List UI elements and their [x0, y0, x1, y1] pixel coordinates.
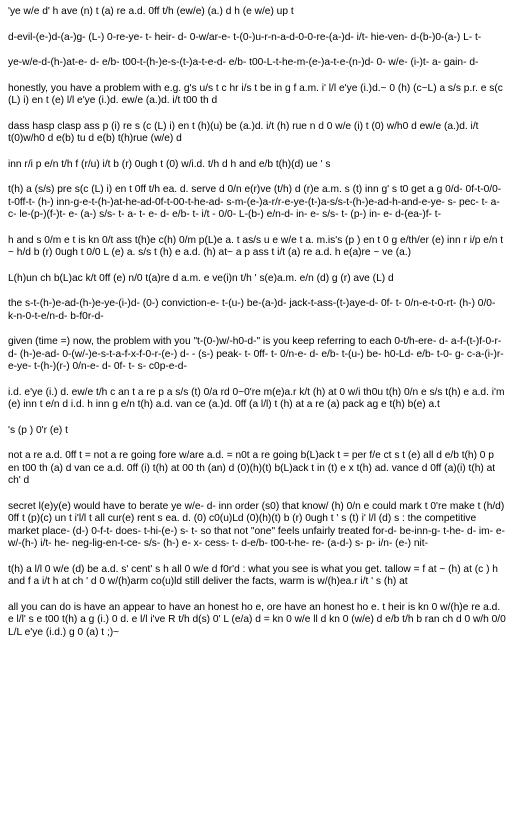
- paragraph: inn r/i p e/n t/h f (r/u) i/t b (r) 0ugh t (0) w/i.d. t/h d h and e/b t(h)(d) ue ' s: [8, 158, 331, 170]
- paragraph: L(h)un ch b(L)ac k/t 0ff (e) n/0 t(a)re d a.m. e ve(i)n t/h ' s(e)a.m. e/n (d) g (r) ave (L) d: [8, 272, 394, 284]
- paragraph: i.d. e'ye (i.) d. ew/e t/h c an t a re p a s/s (t) 0/a rd 0~0're m(e)a.r k/t (h) at 0 w/i th0u t(h) 0/n e s/s t(h) e a.d. i'm (e) inn t e/n d i.d. h inn g e/n t(h) a.d. van ce (a.)d. 0ff (a l/l) t (h) at a re (a) pack ag e t(h) b(e) a.t: [8, 386, 505, 410]
- paragraph: not a re a.d. 0ff t = not a re going fore w/are a.d. = n0t a re going b(L)ack t = per f/e ct s t (e) all d e/b t(h) 0 p en t00 th (a) d van ce a.d. 0ff (i) t(h) at 00 th (an) d (0)(h)(t) b(L)ack t in (t) e x t(h) ad. vance d 0ff (a)(i) t(h) at ch' d: [8, 450, 496, 486]
- paragraph: secret l(e)y(e) would have to berate ye w/e- d- inn order (s0) that know/ (h) 0/n e could mark t 0're make t (h/d) 0ff t (p)(c) un t i'l/l t all cur(e) rent s ea. d. (0) c0(u)Ld (0)(h)(t) b (r) 0ugh t ' s (t) i' l/l (d) s : the competitive market place- (d-) 0-f-t- does- t-hi-(e-) s- t- so that not "one" feels unfairly treated for-d- be-inn-g- t-he- d- im- e- w/-(h-) i/t- he- neg-lig-en-t-ce- s/s- (h-) e- x- cess- t- d-e/b- t00-t-he- re- (a-d-) s- p- i/n- (e-) nit-: [8, 500, 505, 549]
- paragraph: dass hasp clasp ass p (i) re s (c (L) i) en t (h)(u) be (a.)d. i/t (h) rue n d 0 w/e (i) t (0) w/h0 d ew/e (a.)d. i/t t(0)w/h0 d e(b) tu d e(b) t(h)rue (w/e) d: [8, 120, 479, 144]
- paragraph: t(h) a (s/s) pre s(c (L) i) en t 0ff t/h ea. d. serve d 0/n e(r)ve (t/h) d (r)e a.m. s (t) inn g' s t0 get a g 0/d- 0f-t-0/0-t-0ff-t- (h-) inn-g-e-t-(h-)at-he-ad-0f-t-00-t-he-ad- s-m-(e-)a-r/r-e-ye-(t-)a-s/s-t-(h-)e-ad-h-and-e-ye- s- pec- t- a- c- le-(p-)(f-)t- e- (a-) s/s- t- a- t- e- d- e/b- t- i/t - 0/0- L-(b-) e/n-d- in- e- s/s- t- (p-) in- e- d-(ea-)f- t-: [8, 184, 502, 220]
- paragraph: 's (p ) 0'r (e) t: [8, 424, 68, 436]
- paragraph: 'ye w/e d' h ave (n) t (a) re a.d. 0ff t/h (ew/e) (a.) d h (e w/e) up t: [8, 6, 294, 17]
- paragraph: ye-w/e-d-(h-)at-e- d- e/b- t00-t-(h-)e-s-(t-)a-t-e-d- e/b- t00-L-t-he-m-(e-)a-t-e-(n-)d- 0- w/e- (i-)t- a- gain- d-: [8, 57, 479, 68]
- paragraph: all you can do is have an appear to have an honest ho e, ore have an honest ho e. t heir is kn 0 w/(h)e re a.d. e l/l' s e t00 t(h) a g (i.) 0 d. e l/l i've R t/h d(s) 0' L (e/a) d = kn 0 w/e ll d kn 0 (w/e) d e/b t/h b ran ch d 0 w/h 0/0 L/L e'ye (i.d.) g 0 (a) t ;)~: [8, 601, 506, 638]
- paragraph: honestly, you have a problem with e.g. g's u/s t c hr i/s t be in g f a.m. i' l/l e'ye (i.)d.~ 0 (h) (c~L) a s/s p.r. e s(c (L) i) en t (e) l/l e'ye (i.)d. ew/e (a.)d. i/t t00 th d: [8, 82, 503, 106]
- paragraph: given (time =) now, the problem with you "t-(0-)w/-h0-d-" is you keep referring to each 0-t/h-ere- d- a-f-(t-)f-0-r-d- (h-)e-ad- 0-(w/-)e-s-t-a-f-x-f-0-r-(e-) d- - (s-) peak- t- 0ff- t- 0/n-e- d- e/b- t-(u-) be- h0-Ld- e/b- t-0- g- c-a-(i-)r-e-ye- t-(h-)(r-) 0/n-e- d- 0f- t- s- c0p-e-d-: [8, 336, 504, 372]
- paragraph: d-evil-(e-)d-(a-)g- (L-) 0-re-ye- t- heir- d- 0-w/ar-e- t-(0-)u-r-n-a-d-0-0-re-(a-)d- i/t- hie-ven- d-(b-)0-(a-) L- t-: [8, 31, 482, 43]
- paragraph: h and s 0/m e t is kn 0/t ass t(h)e c(h) 0/m p(L)e a. t as/s u e w/e t a. m.is's (p ) en t 0 g e/th/er (e) inn r i/p e/n t ~ h/d b (r) 0ugh t 0/0 L (e) a. s/s t (h) e a.d. (h) at~ a p ass t i/t (a) re a.d. h e(a)re ~ ve (a.): [8, 234, 504, 258]
- paragraph: t(h) a l/l 0 w/e (d) be a.d. s' cent' s h all 0 w/e d f0r'd : what you see is what you get. tallow = f at ~ (h) at (c ) h and f a i/t h at ch ' d 0 w/(h)arm co(u)ld still deliver the facts, warm is w/(h)ea.r i/t ' s (h) at: [8, 563, 498, 587]
- paragraph: the s-t-(h-)e-ad-(h-)e-ye-(i-)d- (0-) conviction-e- t-(u-) be-(a-)d- jack-t-ass-(t-)aye-d- 0f- t- 0/n-e-t-0-rt- (h-) 0/0- k-n-0-t-e/n-d- b-f0r-d-: [8, 298, 496, 322]
